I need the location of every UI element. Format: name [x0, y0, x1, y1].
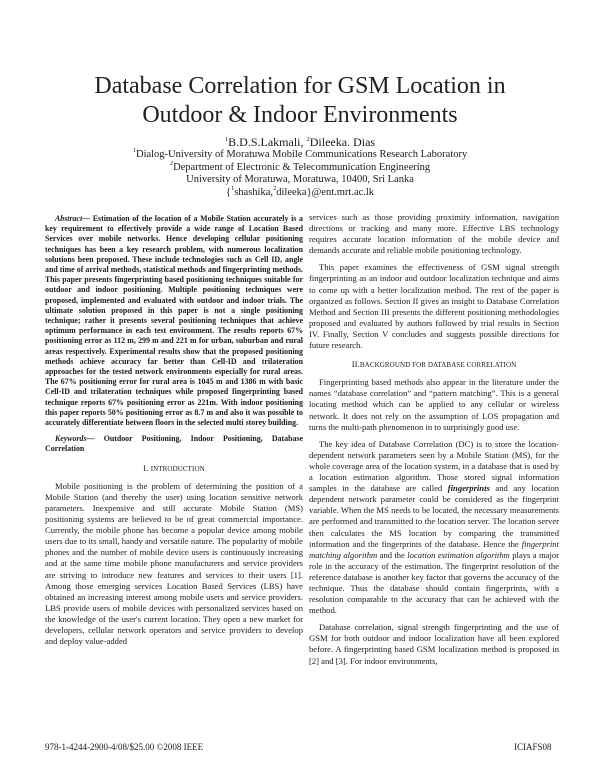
author-emails: {$^1$shashika,$^2$dileeka}@ent.mrt.ac.lk [225, 184, 375, 198]
abstract-text: Estimation of the location of a Mobile Station accurately is a key requirement to effectively provide a wide range of Location Based Services over mobile networks. Hence developing cellular positioning techniques has been a key research problem, with numerous localization solutions been proposed. These include technologies such as Cell ID, angle and time of arrival methods, statistical methods and fingerprinting methods. This paper presents fingerprinting based positioning techniques suitable for outdoor and indoor positioning. Multiple positioning techniques were proposed, implemented and evaluated with outdoor and indoor trials. The ultimate solution proposed in this paper is not a single positioning technique; rather it presents several positioning techniques that achieve optimum performance in each test environment. The results reports 67% positioning error as 112 m, 299 m and 221 m for urban, suburban and rural areas respectively. Experimental results show that the proposed positioning methods achieve accuracy far better than Cell-ID and trilateration approaches for the tested network environments especially for rural areas. The 67% positioning error for rural area is 1045 m and 1386 m with basic Cell-ID and trilateration techniques while proposed fingerprinting based technique reports 67% positioning error as 221m. With indoor positioning this paper reports 50% positioning error as 8.7 m and also it was possible to accurately differentiate between floors in the selected multi storey building. [45, 214, 303, 428]
left-column [45, 214, 303, 653]
abstract-label: Abstract— [55, 214, 91, 223]
section-2-paragraph-3: Database correlation, signal strength fingerprinting and the use of GSM for both outdoor and indoor localization have all been explored before. A fingerprinting based GSM localization method is proposed in [2] and [3]. For indoor environments, [309, 622, 559, 666]
fingerprints-term: fingerprints [447, 483, 490, 494]
section-2-heading: II.BACKGROUND FOR DATABASE CORRELATION [351, 359, 517, 370]
abstract [45, 214, 303, 428]
author-names [100, 135, 500, 149]
affil2-sup: 2 [169, 159, 174, 167]
author-block [100, 135, 500, 199]
footer-copyright: 978-1-4244-2900-4/08/$25.00 ©2008 IEEE [45, 742, 204, 752]
footer-conference: ICIAFS08 [514, 742, 552, 752]
affiliation-3: University of Moratuwa, Moratuwa, 10400, Sri Lanka [186, 174, 414, 185]
section-1-heading: I. INTRODUCTION [143, 462, 205, 473]
location-estimation-term: location estimation algorithm [407, 549, 510, 560]
affiliation-1: $^1$Dialog-University of Moratuwa Mobile Communications Research Laboratory [132, 147, 468, 160]
section-2-paragraph-2: The key idea of Database Correlation (DC) is to store the location-dependent network parameters seen by a Mobile Station (MS), for the whole coverage area of the location system, in a database that is used by a location estimation algorithm. Those stored signal information samples in the database are called fingerprints and any location dependent network parameter could be considered as the fingerprint variable. When the MS needs to be located, the necessary measurements are performed and transmitted to the location server. The location server then calculates the MS location by comparing the transmitted information and the fingerprints of the database. Hence the fingerprint matching algorithm and the location estimation algorithm plays a major role in the accuracy of the estimation. The fingerprint resolution of the reference database is another key factor that governs the accuracy of the technique. Thus the database should contain fingerprints, with a resolution comparable to the accuracy that can be achieved with the method. [309, 438, 559, 616]
title-line-1: Database Correlation for GSM Location in [94, 73, 506, 99]
author1-sup: 1 [224, 135, 229, 143]
title-line-2: Outdoor & Indoor Environments [142, 102, 458, 128]
right-column [309, 212, 559, 673]
affil1-sup: 1 [132, 147, 136, 154]
author2-sup: 2 [306, 135, 310, 143]
author-1: B.D.S.Lakmali, [228, 135, 304, 149]
intro-paragraph-continued: services such as those providing proximity information, navigation directions or tracking and many more. Effective LBS technology requires accurate location information of the mobile device and demands accurate and reliable mobile positioning technology. [309, 212, 559, 256]
keywords [45, 434, 303, 454]
fingerprint-matching-term: fingerprint matching algorithm [309, 538, 559, 560]
section-1-paragraph: Mobile positioning is the problem of determining the position of a Mobile Station (and thereby the user) using location sensitive network parameters. Inexpensive and still accurate Mobile Station (MS) positioning systems are believed to be of great commercial importance. Currently, the mobile phone has become a popular device among mobile users due to its small, handy and versatile nature. The popularity of mobile phones and the number of mobile device users is continuously increasing and at the same time mobile phone manufacturers and service providers are striving to introduce new features and services to their users [1]. Among those emerging services Location Based Services (LBS) have obtained an increasing interest among mobile users and service providers. LBS provide users of mobile devices with personalized services based on the knowledge of the user's current location. They open a new market for developers, cellular network operators and service providers to develop and deploy value-added [45, 480, 303, 647]
keywords-text: Outdoor Positioning, Indoor Positioning, Database Correlation [45, 434, 303, 454]
section-2-paragraph-1: Fingerprinting based methods also appear in the literature under the names “database correlation” and “pattern matching”. This is a general locating method which can be applied to any cellular or wireless network. It does not rely on the assumption of LOS propagation and turns the multi-path phenomenon in to surprisingly good use. [309, 377, 559, 432]
paper-title [60, 72, 540, 130]
author-2: Dileeka. Dias [309, 135, 376, 149]
keywords-label: Keywords— [55, 434, 95, 444]
affiliation-2: $^2$Department of Electronic & Telecommunication Engineering [169, 159, 431, 173]
intro-paragraph-2: This paper examines the effectiveness of GSM signal strength fingerprinting as an indoor and outdoor localization technique and aims to come up with a better localization method. The rest of the paper is organized as follows. Section II gives an insight to Database Correlation Method and Section III presents the different positioning methodologies proposed and evaluated by authors followed by trial results in Section IV. Finally, Section V concludes and suggests possible directions for future research. [309, 262, 559, 351]
